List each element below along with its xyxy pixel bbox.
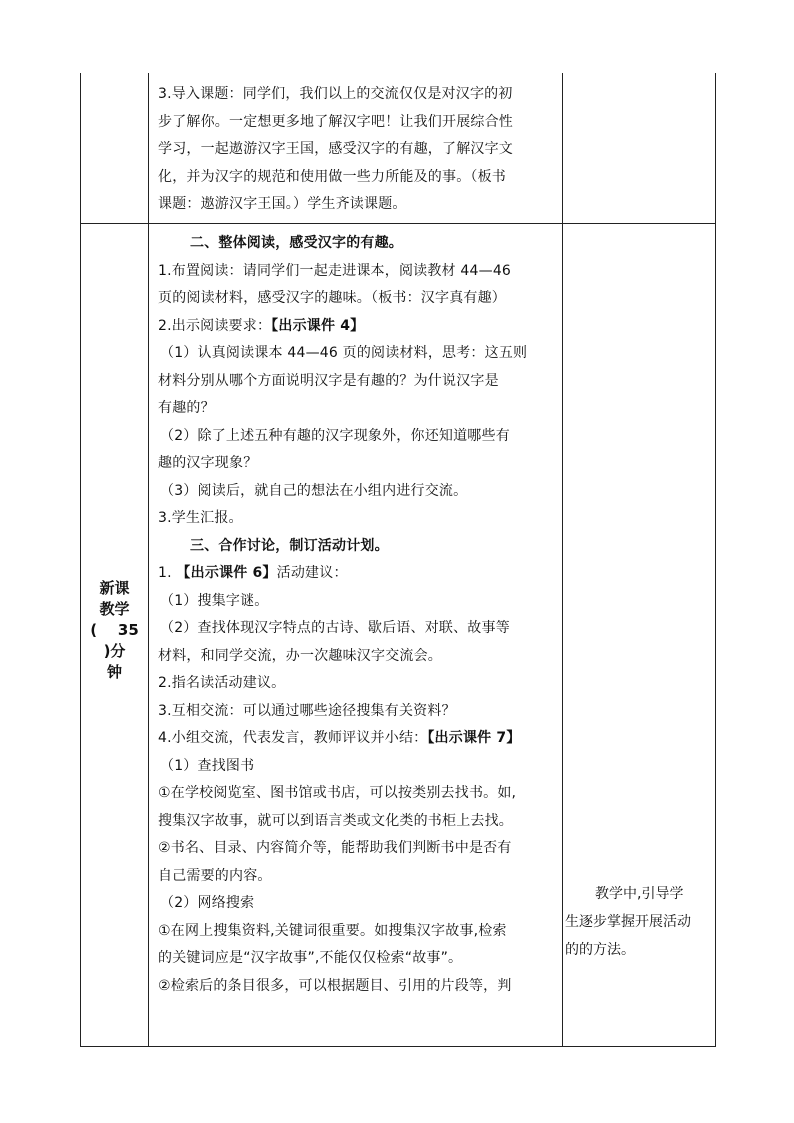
row-divider [81, 223, 715, 224]
section-main [148, 230, 554, 1000]
text-line: 学习，一起遨游汉字王国，感受汉字的有趣，了解汉字文 [158, 141, 513, 157]
text-line: ①在网上搜集资料,关键词很重要。如搜集汉字故事,检索 [158, 922, 507, 939]
text-line: 课题：遨游汉字王国。）学生齐读课题。 [158, 196, 407, 212]
text-line: 的关键词应是“汉字故事”,不能仅仅检索“故事”。 [158, 950, 463, 966]
courseware-tag: 【出示课件 4】 [271, 317, 365, 334]
lesson-plan-table [80, 73, 716, 1047]
text-line: 材料分别从哪个方面说明汉字是有趣的？为什说汉字是 [158, 372, 499, 389]
column-divider-right [562, 73, 563, 1046]
text-line: （2）除了上述五种有趣的汉字现象外，你还知道哪些有 [160, 427, 510, 444]
text-line: 页的阅读材料，感受汉字的趣味。（板书：汉字真有趣） [158, 290, 506, 306]
text-line: 3.互相交流：可以通过哪些途径搜集有关资料？ [158, 702, 456, 719]
stage-label [81, 578, 148, 683]
stage-label-line: 新课 [99, 579, 130, 597]
design-intent-note [565, 880, 710, 964]
stage-label-line: )分 [103, 642, 126, 660]
text-line: 自己需要的内容。 [158, 867, 272, 884]
text-line: （1）查找图书 [160, 757, 255, 774]
section-heading-reading: 二、整体阅读，感受汉字的有趣。 [190, 235, 403, 251]
text-line: 2.指名读活动建议。 [158, 675, 286, 691]
text-line: （2）查找体现汉字特点的古诗、歇后语、对联、故事等 [160, 620, 510, 636]
text-line: ②检索后的条目很多，可以根据题目、引用的片段等，判 [158, 977, 512, 994]
text-fragment: 活动建议： [276, 565, 348, 581]
text-line: （1）认真阅读课本 44—46 页的阅读材料，思考：这五则 [160, 345, 528, 361]
courseware-tag: 【出示课件 6】 [176, 565, 277, 581]
text-line: 有趣的？ [158, 400, 215, 416]
note-line: 生逐步掌握开展活动 [565, 914, 691, 930]
text-fragment: 1. [158, 565, 177, 581]
text-line: （2）网络搜索 [160, 895, 255, 911]
text-line: 材料，和同学交流，办一次趣味汉字交流会。 [158, 647, 442, 664]
text-line: 3.学生汇报。 [158, 510, 243, 526]
text-line: （3）阅读后，就自己的想法在小组内进行交流。 [160, 482, 468, 499]
text-line: ①在学校阅览室、图书馆或书店，可以按类别去找书。如, [158, 785, 517, 801]
text-line: 步了解你。一定想更多地了解汉字吧！让我们开展综合性 [158, 113, 513, 130]
text-line: 化，并为汉字的规范和使用做一些力所能及的事。（板书 [158, 168, 506, 185]
stage-label-line: ( 35 [90, 621, 139, 639]
section-heading-discussion: 三、合作讨论，制订活动计划。 [190, 537, 389, 554]
section-intro [148, 81, 554, 219]
text-line: 3.导入课题：同学们，我们以上的交流仅仅是对汉字的初 [158, 86, 513, 102]
stage-label-line: 钟 [106, 663, 122, 681]
text-line [148, 560, 554, 588]
stage-label-line: 教学 [99, 600, 130, 618]
courseware-tag: 【出示课件 7】 [427, 730, 521, 746]
note-line: 的的方法。 [565, 942, 635, 958]
text-line: 搜集汉字故事，就可以到语言类或文化类的书柜上去找。 [158, 812, 513, 829]
text-line: 趣的汉字现象？ [158, 455, 258, 471]
text-fragment: 2.出示阅读要求： [158, 317, 272, 334]
text-line [148, 313, 554, 341]
text-line: 1.布置阅读：请同学们一起走进课本，阅读教材 44—46 [158, 262, 512, 279]
note-line: 教学中,引导学 [595, 886, 684, 902]
text-line [148, 725, 554, 753]
text-fragment: 4.小组交流，代表发言，教师评议并小结： [158, 730, 428, 746]
text-line: ②书名、目录、内容简介等，能帮助我们判断书中是否有 [158, 840, 512, 856]
text-line: （1）搜集字谜。 [160, 592, 269, 609]
